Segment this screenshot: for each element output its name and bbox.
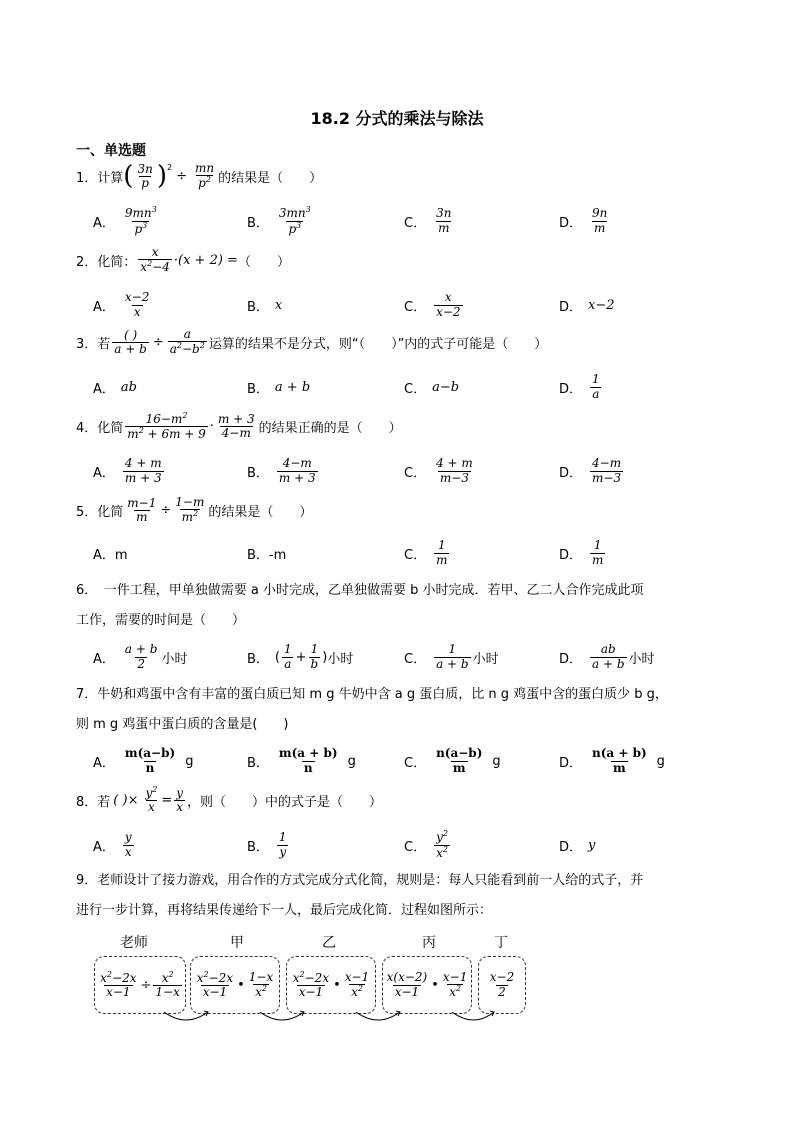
step-yi-box: $\frac{x^2-2x}{x-1}$ • $\frac{x-1}{x^2}$	[286, 956, 376, 1014]
question-7-options: A． $\frac{m(a-b)}{n}$ g B． $\frac{m(a + b)}{n}$ g C． $\frac{n(a-b)}{m}$ g D． $\frac{n(a + b)}{m}$ g	[93, 746, 665, 775]
label-teacher: 老师	[120, 935, 148, 951]
step-teacher-box: $\frac{x^2-2x}{x-1}$ ÷ $\frac{x^2}{1-x}$	[94, 956, 186, 1014]
label-yi: 乙	[322, 935, 336, 951]
relay-diagram	[90, 932, 530, 1032]
question-6: 6． 一件工程，甲单独做需要 a 小时完成，乙单独做需要 b 小时完成．若甲、乙二人合作完成此项 工作，需要的时间是（ ）	[76, 583, 644, 628]
question-6-options: A． $\frac{a + b}{2}$ 小时 B． ( $\frac{1}{a}$ + $\frac{1}{b}$ ) 小时 C． $\frac{1}{a + b}$ 小时 D． $\frac{ab}{a + b}$ 小时	[93, 642, 655, 671]
question-4: 4． 化简 $\frac{16-m^2}{m^2 + 6m + 9}$ · $\frac{m + 3}{4-m}$ 的结果正确的是（ ）	[76, 411, 402, 442]
step-ding-box: $\frac{x-2}{2}$	[478, 956, 526, 1014]
label-ding: 丁	[494, 935, 508, 951]
page-title: 18.2 分式的乘法与除法	[310, 109, 484, 128]
question-3-options: A． ab B． a + b C． a−b D． $\frac{1}{a}$	[93, 372, 600, 401]
question-5-options: A．m B．-m C． $\frac{1}{m}$ D． $\frac{1}{m}$	[93, 538, 604, 567]
section-heading: 一、单选题	[76, 143, 146, 159]
question-3: 3． 若 $\frac{( )}{a + b}$ ÷ $\frac{a}{a^2-b^2}$ 运算的结果不是分式，则“（ ）”内的式子可能是（ ）	[76, 327, 548, 357]
question-9: 9．老师设计了接力游戏，用合作的方式完成分式化简，规则是：每人只能看到前一人给的式子，并 进行一步计算，再将结果传递给下一人，最后完成化简．过程如图所示：	[76, 873, 644, 918]
question-1-options: A． $\frac{9mn^3}{p^3}$ B． $\frac{3mn^3}{p^3}$ C． $\frac{3n}{m}$ D． $\frac{9n}{m}$	[93, 205, 608, 236]
question-4-options: A． $\frac{4 + m}{m + 3}$ B． $\frac{4-m}{m + 3}$ C． $\frac{4 + m}{m-3}$ D． $\frac{4-m}{m-3}$	[93, 456, 622, 485]
question-1: 1． 计算 ( $\frac{3n}{p}$ ) $^2$ ÷ $\frac{mn}{p^2}$ 的结果是（ ）	[76, 161, 323, 192]
relay-arrows	[90, 1006, 530, 1030]
question-2-options: A． $\frac{x-2}{x}$ B． x C． $\frac{x}{x-2}$ D． x−2	[93, 290, 615, 319]
step-bing-box: $\frac{x(x-2)}{x-1}$ • $\frac{x-1}{x^2}$	[382, 956, 472, 1014]
question-2: 2． 化简： $\frac{x}{x^2-4}$ ·(x + 2) = （ ）	[76, 245, 290, 275]
question-5: 5． 化简 $\frac{m-1}{m}$ ÷ $\frac{1-m}{m^2}$ 的结果是（ ）	[76, 495, 313, 525]
step-jia-box: $\frac{x^2-2x}{x-1}$ • $\frac{1-x}{x^2}$	[190, 956, 280, 1014]
question-8: 8． 若 ( )× $\frac{y^2}{x}$ = $\frac{y}{x}$ ，则（ ）中的式子是（ ）	[76, 785, 383, 815]
question-7: 7．牛奶和鸡蛋中含有丰富的蛋白质已知 m g 牛奶中含 a g 蛋白质，比 n g 鸡蛋中含的蛋白质少 b g， 则 m g 鸡蛋中蛋白质的含量是( )	[76, 687, 668, 732]
label-jia: 甲	[230, 935, 244, 951]
label-bing: 丙	[422, 935, 436, 951]
question-8-options: A． $\frac{y}{x}$ B． $\frac{1}{y}$ C． $\frac{y^2}{x^2}$ D． y	[93, 829, 596, 860]
